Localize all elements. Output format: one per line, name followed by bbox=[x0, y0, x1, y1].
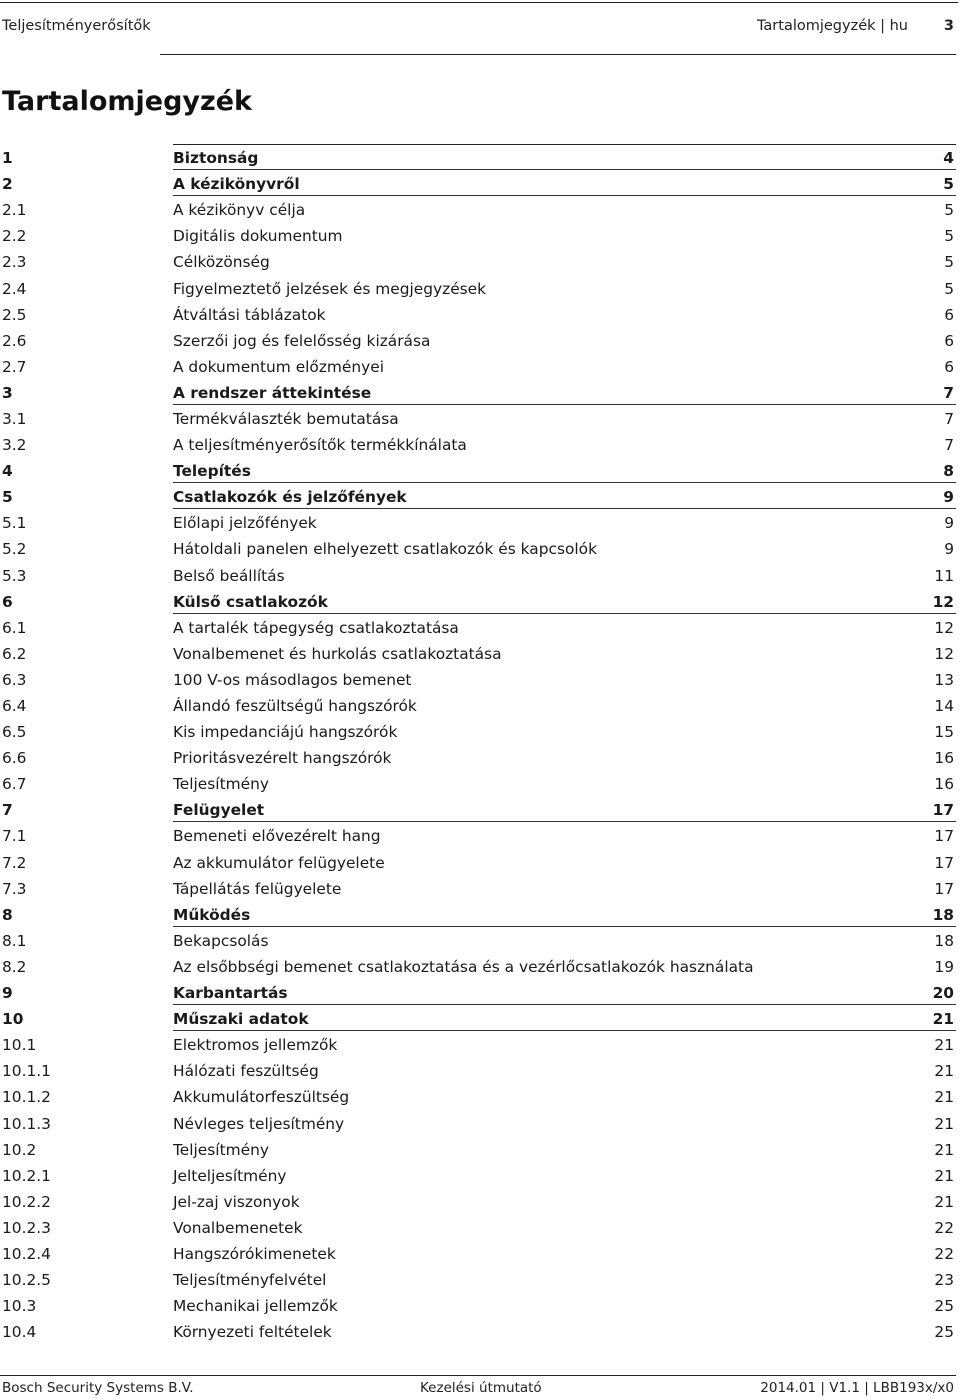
toc-title: A dokumentum előzményei bbox=[173, 357, 384, 376]
toc-page-number: 5 bbox=[944, 253, 954, 272]
footer-version: 2014.01 | V1.1 | LBB193x/x0 bbox=[760, 1380, 954, 1396]
toc-page-number: 18 bbox=[934, 931, 954, 950]
toc-number: 6.6 bbox=[2, 749, 27, 768]
toc-title: Csatlakozók és jelzőfények bbox=[173, 488, 407, 507]
toc-number: 9 bbox=[2, 984, 13, 1003]
toc-section-row[interactable] bbox=[0, 1058, 956, 1084]
toc-chapter-row[interactable] bbox=[0, 1006, 956, 1032]
toc-title: Biztonság bbox=[173, 149, 259, 168]
footer-rule bbox=[0, 1375, 956, 1376]
toc-section-row[interactable] bbox=[0, 302, 956, 328]
toc-title: Hangszórókimenetek bbox=[173, 1244, 336, 1263]
toc-page-number: 7 bbox=[944, 409, 954, 428]
toc-number: 10.1 bbox=[2, 1036, 37, 1055]
toc-title: Digitális dokumentum bbox=[173, 227, 343, 246]
toc-section-row[interactable] bbox=[0, 432, 956, 458]
toc-number: 5.1 bbox=[2, 514, 27, 533]
toc-page-number: 21 bbox=[934, 1088, 954, 1107]
header-section: Tartalomjegyzék | hu bbox=[756, 18, 908, 34]
toc-title: Figyelmeztető jelzések és megjegyzések bbox=[173, 279, 487, 298]
toc-number: 5.2 bbox=[2, 540, 27, 559]
toc-page-number: 12 bbox=[932, 592, 954, 611]
toc-page-number: 16 bbox=[934, 749, 954, 768]
toc-section-row[interactable] bbox=[0, 354, 956, 380]
chapter-underline bbox=[173, 821, 956, 822]
toc-title: Vonalbemenet és hurkolás csatlakoztatása bbox=[173, 644, 502, 663]
toc-section-row[interactable] bbox=[0, 1163, 956, 1189]
toc-page-number: 4 bbox=[943, 149, 954, 168]
toc-page-number: 20 bbox=[932, 984, 954, 1003]
toc-section-row[interactable] bbox=[0, 563, 956, 589]
toc-title: A kézikönyv célja bbox=[173, 201, 306, 220]
toc-chapter-row[interactable] bbox=[0, 980, 956, 1006]
toc-section-row[interactable] bbox=[0, 1032, 956, 1058]
toc-section-row[interactable] bbox=[0, 275, 956, 301]
toc-section-row[interactable] bbox=[0, 615, 956, 641]
toc-title: Műszaki adatok bbox=[173, 1010, 309, 1029]
toc-page-number: 5 bbox=[943, 175, 954, 194]
toc-section-row[interactable] bbox=[0, 850, 956, 876]
toc-title: Jelteljesítmény bbox=[173, 1166, 287, 1185]
page-header bbox=[0, 15, 956, 41]
toc-number: 2.3 bbox=[2, 253, 27, 272]
page-title: Tartalomjegyzék bbox=[2, 86, 253, 117]
toc-number: 10.2.5 bbox=[2, 1271, 51, 1290]
header-page-number: 3 bbox=[943, 18, 954, 34]
toc-number: 10.3 bbox=[2, 1297, 37, 1316]
header-top-rule bbox=[0, 2, 958, 3]
toc-title: Az akkumulátor felügyelete bbox=[173, 853, 385, 872]
toc-number: 3.2 bbox=[2, 436, 27, 455]
toc-page-number: 5 bbox=[944, 227, 954, 246]
toc-page-number: 22 bbox=[934, 1244, 954, 1263]
toc-page-number: 9 bbox=[943, 488, 954, 507]
toc-number: 6 bbox=[2, 592, 13, 611]
toc-title: Belső beállítás bbox=[173, 566, 285, 585]
toc-page-number: 21 bbox=[934, 1114, 954, 1133]
table-of-contents bbox=[0, 145, 956, 1345]
toc-section-row[interactable] bbox=[0, 223, 956, 249]
chapter-underline bbox=[173, 926, 956, 927]
chapter-underline bbox=[173, 169, 956, 170]
toc-number: 8.2 bbox=[2, 957, 27, 976]
toc-page-number: 25 bbox=[934, 1297, 954, 1316]
toc-number: 2.6 bbox=[2, 331, 27, 350]
toc-title: Szerzői jog és felelősség kizárása bbox=[173, 331, 431, 350]
footer-company: Bosch Security Systems B.V. bbox=[2, 1380, 194, 1396]
toc-title: A rendszer áttekintése bbox=[173, 383, 372, 402]
toc-title: Előlapi jelzőfények bbox=[173, 514, 317, 533]
toc-page-number: 9 bbox=[944, 514, 954, 533]
toc-title: Karbantartás bbox=[173, 984, 288, 1003]
toc-number: 10.1.1 bbox=[2, 1062, 51, 1081]
toc-title: Mechanikai jellemzők bbox=[173, 1297, 338, 1316]
toc-section-row[interactable] bbox=[0, 1137, 956, 1163]
toc-number: 10.2 bbox=[2, 1140, 37, 1159]
toc-page-number: 19 bbox=[934, 957, 954, 976]
toc-page-number: 7 bbox=[944, 436, 954, 455]
toc-page-number: 13 bbox=[934, 670, 954, 689]
toc-page-number: 9 bbox=[944, 540, 954, 559]
toc-number: 10 bbox=[2, 1010, 24, 1029]
chapter-underline bbox=[173, 404, 956, 405]
toc-section-row[interactable] bbox=[0, 1084, 956, 1110]
toc-number: 6.5 bbox=[2, 723, 27, 742]
toc-number: 6.2 bbox=[2, 644, 27, 663]
toc-page-number: 12 bbox=[934, 644, 954, 663]
toc-page-number: 23 bbox=[934, 1271, 954, 1290]
toc-number: 8.1 bbox=[2, 931, 27, 950]
toc-number: 2 bbox=[2, 175, 13, 194]
toc-number: 2.1 bbox=[2, 201, 27, 220]
toc-number: 2.4 bbox=[2, 279, 27, 298]
toc-title: Az elsőbbségi bemenet csatlakoztatása és a vezérlőcsatlakozók használata bbox=[173, 957, 754, 976]
chapter-underline bbox=[173, 613, 956, 614]
toc-page-number: 6 bbox=[944, 331, 954, 350]
toc-chapter-row[interactable] bbox=[0, 171, 956, 197]
toc-section-row[interactable] bbox=[0, 328, 956, 354]
toc-page-number: 21 bbox=[934, 1062, 954, 1081]
toc-title: Névleges teljesítmény bbox=[173, 1114, 345, 1133]
toc-page-number: 17 bbox=[934, 827, 954, 846]
toc-section-row[interactable] bbox=[0, 197, 956, 223]
toc-title: Állandó feszültségű hangszórók bbox=[173, 697, 417, 716]
toc-number: 2.2 bbox=[2, 227, 27, 246]
toc-page-number: 18 bbox=[932, 905, 954, 924]
toc-title: Környezeti feltételek bbox=[173, 1323, 332, 1342]
toc-number: 7.3 bbox=[2, 879, 27, 898]
toc-title: Tápellátás felügyelete bbox=[173, 879, 342, 898]
toc-section-row[interactable] bbox=[0, 928, 956, 954]
toc-page-number: 6 bbox=[944, 357, 954, 376]
toc-number: 2.7 bbox=[2, 357, 27, 376]
toc-section-row[interactable] bbox=[0, 667, 956, 693]
toc-number: 10.4 bbox=[2, 1323, 37, 1342]
toc-number: 7.1 bbox=[2, 827, 27, 846]
toc-number: 10.2.4 bbox=[2, 1244, 51, 1263]
toc-section-row[interactable] bbox=[0, 1110, 956, 1136]
toc-chapter-row[interactable] bbox=[0, 380, 956, 406]
header-document-title: Teljesítményerősítők bbox=[2, 18, 151, 34]
toc-page-number: 14 bbox=[934, 697, 954, 716]
toc-number: 10.2.3 bbox=[2, 1218, 51, 1237]
toc-number: 6.4 bbox=[2, 697, 27, 716]
toc-title: Hálózati feszültség bbox=[173, 1062, 319, 1081]
toc-chapter-row[interactable] bbox=[0, 902, 956, 928]
toc-page-number: 15 bbox=[934, 723, 954, 742]
toc-title: Termékválaszték bemutatása bbox=[173, 409, 399, 428]
toc-section-row[interactable] bbox=[0, 641, 956, 667]
toc-number: 5.3 bbox=[2, 566, 27, 585]
toc-section-row[interactable] bbox=[0, 693, 956, 719]
toc-number: 7 bbox=[2, 801, 13, 820]
toc-page-number: 21 bbox=[934, 1166, 954, 1185]
toc-section-row[interactable] bbox=[0, 249, 956, 275]
toc-number: 2.5 bbox=[2, 305, 27, 324]
toc-page-number: 21 bbox=[934, 1036, 954, 1055]
toc-title: Jel-zaj viszonyok bbox=[173, 1192, 300, 1211]
toc-chapter-row[interactable] bbox=[0, 797, 956, 823]
toc-title: Teljesítményfelvétel bbox=[173, 1271, 327, 1290]
toc-section-row[interactable] bbox=[0, 406, 956, 432]
toc-title: A teljesítményerősítők termékkínálata bbox=[173, 436, 467, 455]
toc-page-number: 17 bbox=[934, 853, 954, 872]
chapter-underline bbox=[173, 1004, 956, 1005]
toc-section-row[interactable] bbox=[0, 1189, 956, 1215]
toc-section-row[interactable] bbox=[0, 510, 956, 536]
toc-number: 5 bbox=[2, 488, 13, 507]
toc-title: Bemeneti elővezérelt hang bbox=[173, 827, 381, 846]
toc-chapter-row[interactable] bbox=[0, 145, 956, 171]
toc-title: Elektromos jellemzők bbox=[173, 1036, 338, 1055]
toc-page-number: 17 bbox=[934, 879, 954, 898]
toc-page-number: 22 bbox=[934, 1218, 954, 1237]
toc-section-row[interactable] bbox=[0, 954, 956, 980]
toc-page-number: 25 bbox=[934, 1323, 954, 1342]
toc-title: Működés bbox=[173, 905, 251, 924]
toc-page-number: 11 bbox=[934, 566, 954, 585]
toc-number: 6.1 bbox=[2, 618, 27, 637]
toc-section-row[interactable] bbox=[0, 745, 956, 771]
toc-number: 10.2.1 bbox=[2, 1166, 51, 1185]
toc-title: 100 V-os másodlagos bemenet bbox=[173, 670, 412, 689]
toc-page-number: 7 bbox=[943, 383, 954, 402]
toc-title: Prioritásvezérelt hangszórók bbox=[173, 749, 392, 768]
toc-page-number: 21 bbox=[934, 1192, 954, 1211]
header-rule bbox=[160, 54, 956, 55]
toc-section-row[interactable] bbox=[0, 1215, 956, 1241]
toc-page-number: 5 bbox=[944, 279, 954, 298]
chapter-underline bbox=[173, 1030, 956, 1031]
chapter-underline bbox=[173, 482, 956, 483]
toc-section-row[interactable] bbox=[0, 823, 956, 849]
toc-title: Akkumulátorfeszültség bbox=[173, 1088, 350, 1107]
toc-title: Átváltási táblázatok bbox=[173, 305, 326, 324]
toc-number: 10.2.2 bbox=[2, 1192, 51, 1211]
toc-page-number: 5 bbox=[944, 201, 954, 220]
toc-title: A tartalék tápegység csatlakoztatása bbox=[173, 618, 459, 637]
toc-number: 3.1 bbox=[2, 409, 27, 428]
toc-title: Felügyelet bbox=[173, 801, 265, 820]
toc-page-number: 8 bbox=[943, 462, 954, 481]
toc-section-row[interactable] bbox=[0, 876, 956, 902]
toc-title: Hátoldali panelen elhelyezett csatlakozók és kapcsolók bbox=[173, 540, 597, 559]
toc-section-row[interactable] bbox=[0, 1319, 956, 1345]
toc-title: Külső csatlakozók bbox=[173, 592, 328, 611]
toc-page-number: 6 bbox=[944, 305, 954, 324]
toc-number: 8 bbox=[2, 905, 13, 924]
toc-title: Bekapcsolás bbox=[173, 931, 269, 950]
toc-section-row[interactable] bbox=[0, 719, 956, 745]
toc-section-row[interactable] bbox=[0, 1293, 956, 1319]
toc-number: 6.7 bbox=[2, 775, 27, 794]
toc-chapter-row[interactable] bbox=[0, 458, 956, 484]
toc-page-number: 21 bbox=[932, 1010, 954, 1029]
toc-title: Teljesítmény bbox=[173, 1140, 269, 1159]
toc-section-row[interactable] bbox=[0, 1241, 956, 1267]
toc-number: 7.2 bbox=[2, 853, 27, 872]
chapter-underline bbox=[173, 508, 956, 509]
toc-number: 3 bbox=[2, 383, 13, 402]
toc-page-number: 12 bbox=[934, 618, 954, 637]
toc-section-row[interactable] bbox=[0, 536, 956, 562]
toc-title: Telepítés bbox=[173, 462, 251, 481]
toc-page-number: 21 bbox=[934, 1140, 954, 1159]
toc-section-row[interactable] bbox=[0, 1267, 956, 1293]
toc-number: 10.1.2 bbox=[2, 1088, 51, 1107]
toc-number: 10.1.3 bbox=[2, 1114, 51, 1133]
toc-chapter-row[interactable] bbox=[0, 589, 956, 615]
toc-number: 4 bbox=[2, 462, 13, 481]
toc-number: 6.3 bbox=[2, 670, 27, 689]
toc-title: Célközönség bbox=[173, 253, 270, 272]
chapter-underline bbox=[173, 195, 956, 196]
toc-number: 1 bbox=[2, 149, 13, 168]
toc-title: Kis impedanciájú hangszórók bbox=[173, 723, 398, 742]
toc-chapter-row[interactable] bbox=[0, 484, 956, 510]
toc-page-number: 17 bbox=[932, 801, 954, 820]
toc-title: Vonalbemenetek bbox=[173, 1218, 303, 1237]
footer-doc-type: Kezelési útmutató bbox=[420, 1380, 542, 1396]
toc-title: Teljesítmény bbox=[173, 775, 269, 794]
toc-title: A kézikönyvről bbox=[173, 175, 300, 194]
toc-section-row[interactable] bbox=[0, 771, 956, 797]
toc-page-number: 16 bbox=[934, 775, 954, 794]
